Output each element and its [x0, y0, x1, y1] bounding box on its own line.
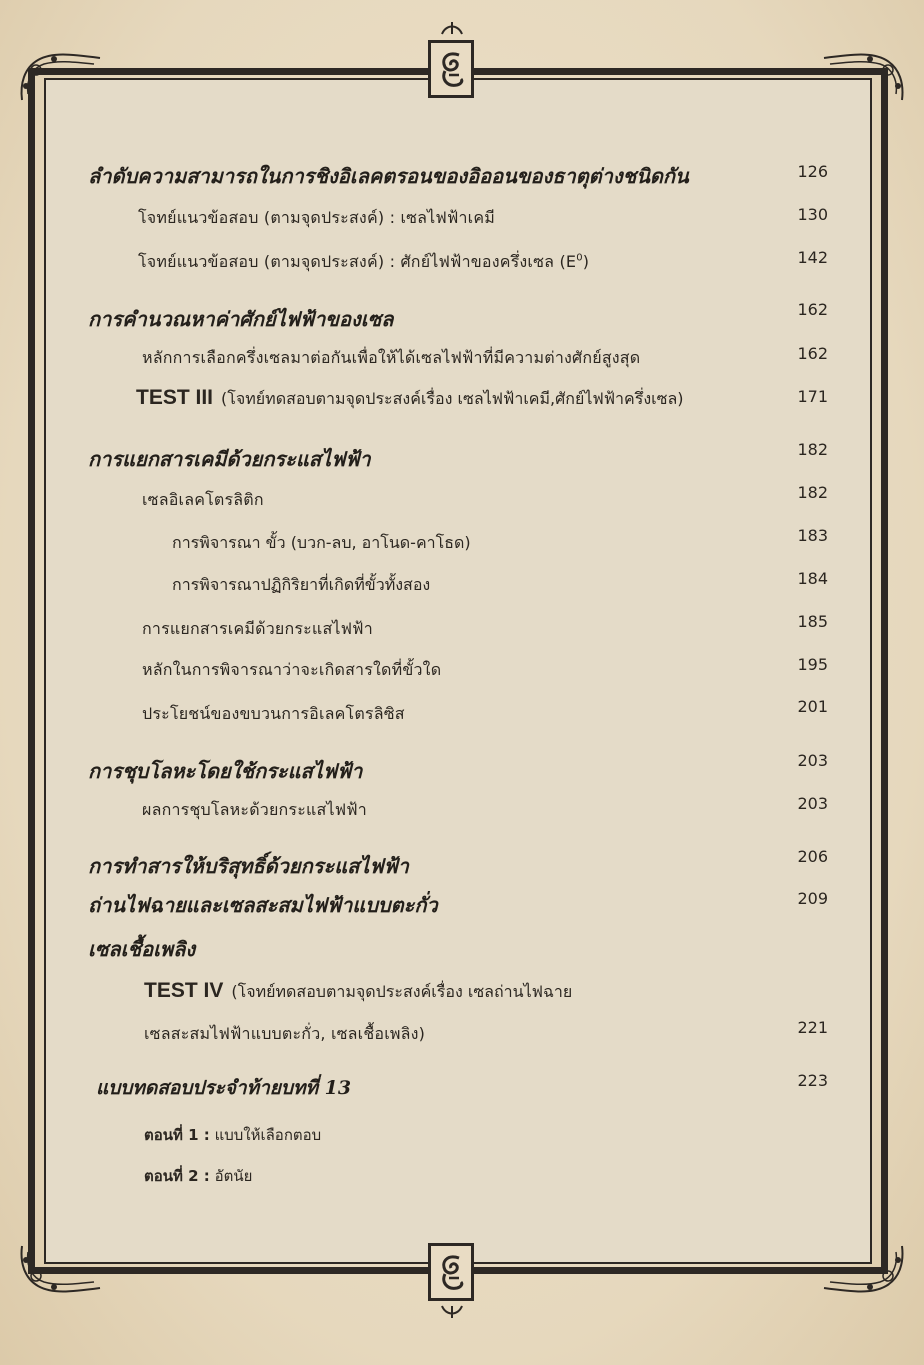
superscript: 0 [576, 252, 583, 264]
toc-item: เซลสะสมไฟฟ้าแบบตะกั่ว, เซลเชื้อเพลิง) [144, 1024, 426, 1043]
toc-heading: การชุบโลหะโดยใช้กระแสไฟฟ้า [88, 759, 363, 783]
page-number: 142 [797, 248, 828, 267]
page-number: 171 [797, 387, 828, 406]
page-number: 162 [797, 344, 828, 363]
part-text: อัตนัย [214, 1167, 253, 1185]
toc-heading: การทำสารให้บริสุทธิ์ด้วยกระแสไฟฟ้า [88, 854, 409, 878]
test-description: (โจทย์ทดสอบตามจุดประสงค์เรื่อง เซลถ่านไฟฉาย [231, 982, 573, 1001]
page-number: 209 [797, 889, 828, 908]
test-label: TEST IV [144, 979, 224, 1002]
toc-heading: แบบทดสอบประจำท้ายบทที่ 13 [96, 1077, 352, 1099]
toc-subitem: การพิจารณา ขั้ว (บวก-ลบ, อาโนด-คาโธด) [172, 533, 471, 552]
toc-item: ผลการชุบโลหะด้วยกระแสไฟฟ้า [142, 800, 367, 819]
page-number: 162 [797, 300, 828, 319]
part-label: ตอนที่ 2 : [144, 1167, 210, 1185]
toc-item-text: โจทย์แนวข้อสอบ (ตามจุดประสงค์) : ศักย์ไฟฟ้าของครึ่งเซล (E [138, 252, 577, 271]
toc-heading: การคำนวณหาค่าศักย์ไฟฟ้าของเซล [88, 307, 394, 331]
page-number: 206 [797, 847, 828, 866]
toc-item: ประโยชน์ของขบวนการอิเลคโตรลิซิส [142, 704, 405, 723]
toc-item [138, 250, 589, 275]
part-label: ตอนที่ 1 : [144, 1126, 210, 1144]
page-number: 182 [797, 440, 828, 459]
page-number: 201 [797, 697, 828, 716]
toc-item: หลักในการพิจารณาว่าจะเกิดสารใดที่ขั้วใด [142, 660, 442, 679]
toc-part [144, 1164, 252, 1188]
toc-heading: ถ่านไฟฉายและเซลสะสมไฟฟ้าแบบตะกั่ว [88, 893, 438, 917]
toc-heading: ลำดับความสามารถในการชิงอิเลคตรอนของอิออนของธาตุต่างชนิดกัน [88, 164, 689, 188]
test-entry [136, 386, 684, 412]
page-number: 183 [797, 526, 828, 545]
test-entry [144, 979, 572, 1005]
toc-item: เซลอิเลคโตรลิติก [142, 490, 264, 509]
page-number: 223 [797, 1071, 828, 1090]
test-label: TEST III [136, 386, 214, 409]
page-number: 195 [797, 655, 828, 674]
toc-item: หลักการเลือกครึ่งเซลมาต่อกันเพื่อให้ได้เซลไฟฟ้าที่มีความต่างศักย์สูงสุด [142, 348, 641, 367]
page-number: 185 [797, 612, 828, 631]
part-text: แบบให้เลือกตอบ [214, 1126, 322, 1144]
toc-item: โจทย์แนวข้อสอบ (ตามจุดประสงค์) : เซลไฟฟ้าเคมี [138, 208, 495, 227]
toc-heading: การแยกสารเคมีด้วยกระแสไฟฟ้า [88, 447, 371, 471]
page-number: 203 [797, 751, 828, 770]
page-number: 126 [797, 162, 828, 181]
page-number: 203 [797, 794, 828, 813]
toc-heading: เซลเชื้อเพลิง [88, 937, 196, 961]
toc-item-tail: ) [582, 252, 590, 271]
test-description: (โจทย์ทดสอบตามจุดประสงค์เรื่อง เซลไฟฟ้าเคมี,ศักย์ไฟฟ้าครึ่งเซล) [221, 389, 684, 408]
page-number: 182 [797, 483, 828, 502]
toc-item: การแยกสารเคมีด้วยกระแสไฟฟ้า [142, 619, 373, 638]
page-number: 184 [797, 569, 828, 588]
toc-part [144, 1123, 321, 1147]
toc-subitem: การพิจารณาปฏิกิริยาที่เกิดที่ขั้วทั้งสอง [172, 575, 431, 594]
page-number: 221 [797, 1018, 828, 1037]
page-number: 130 [797, 205, 828, 224]
